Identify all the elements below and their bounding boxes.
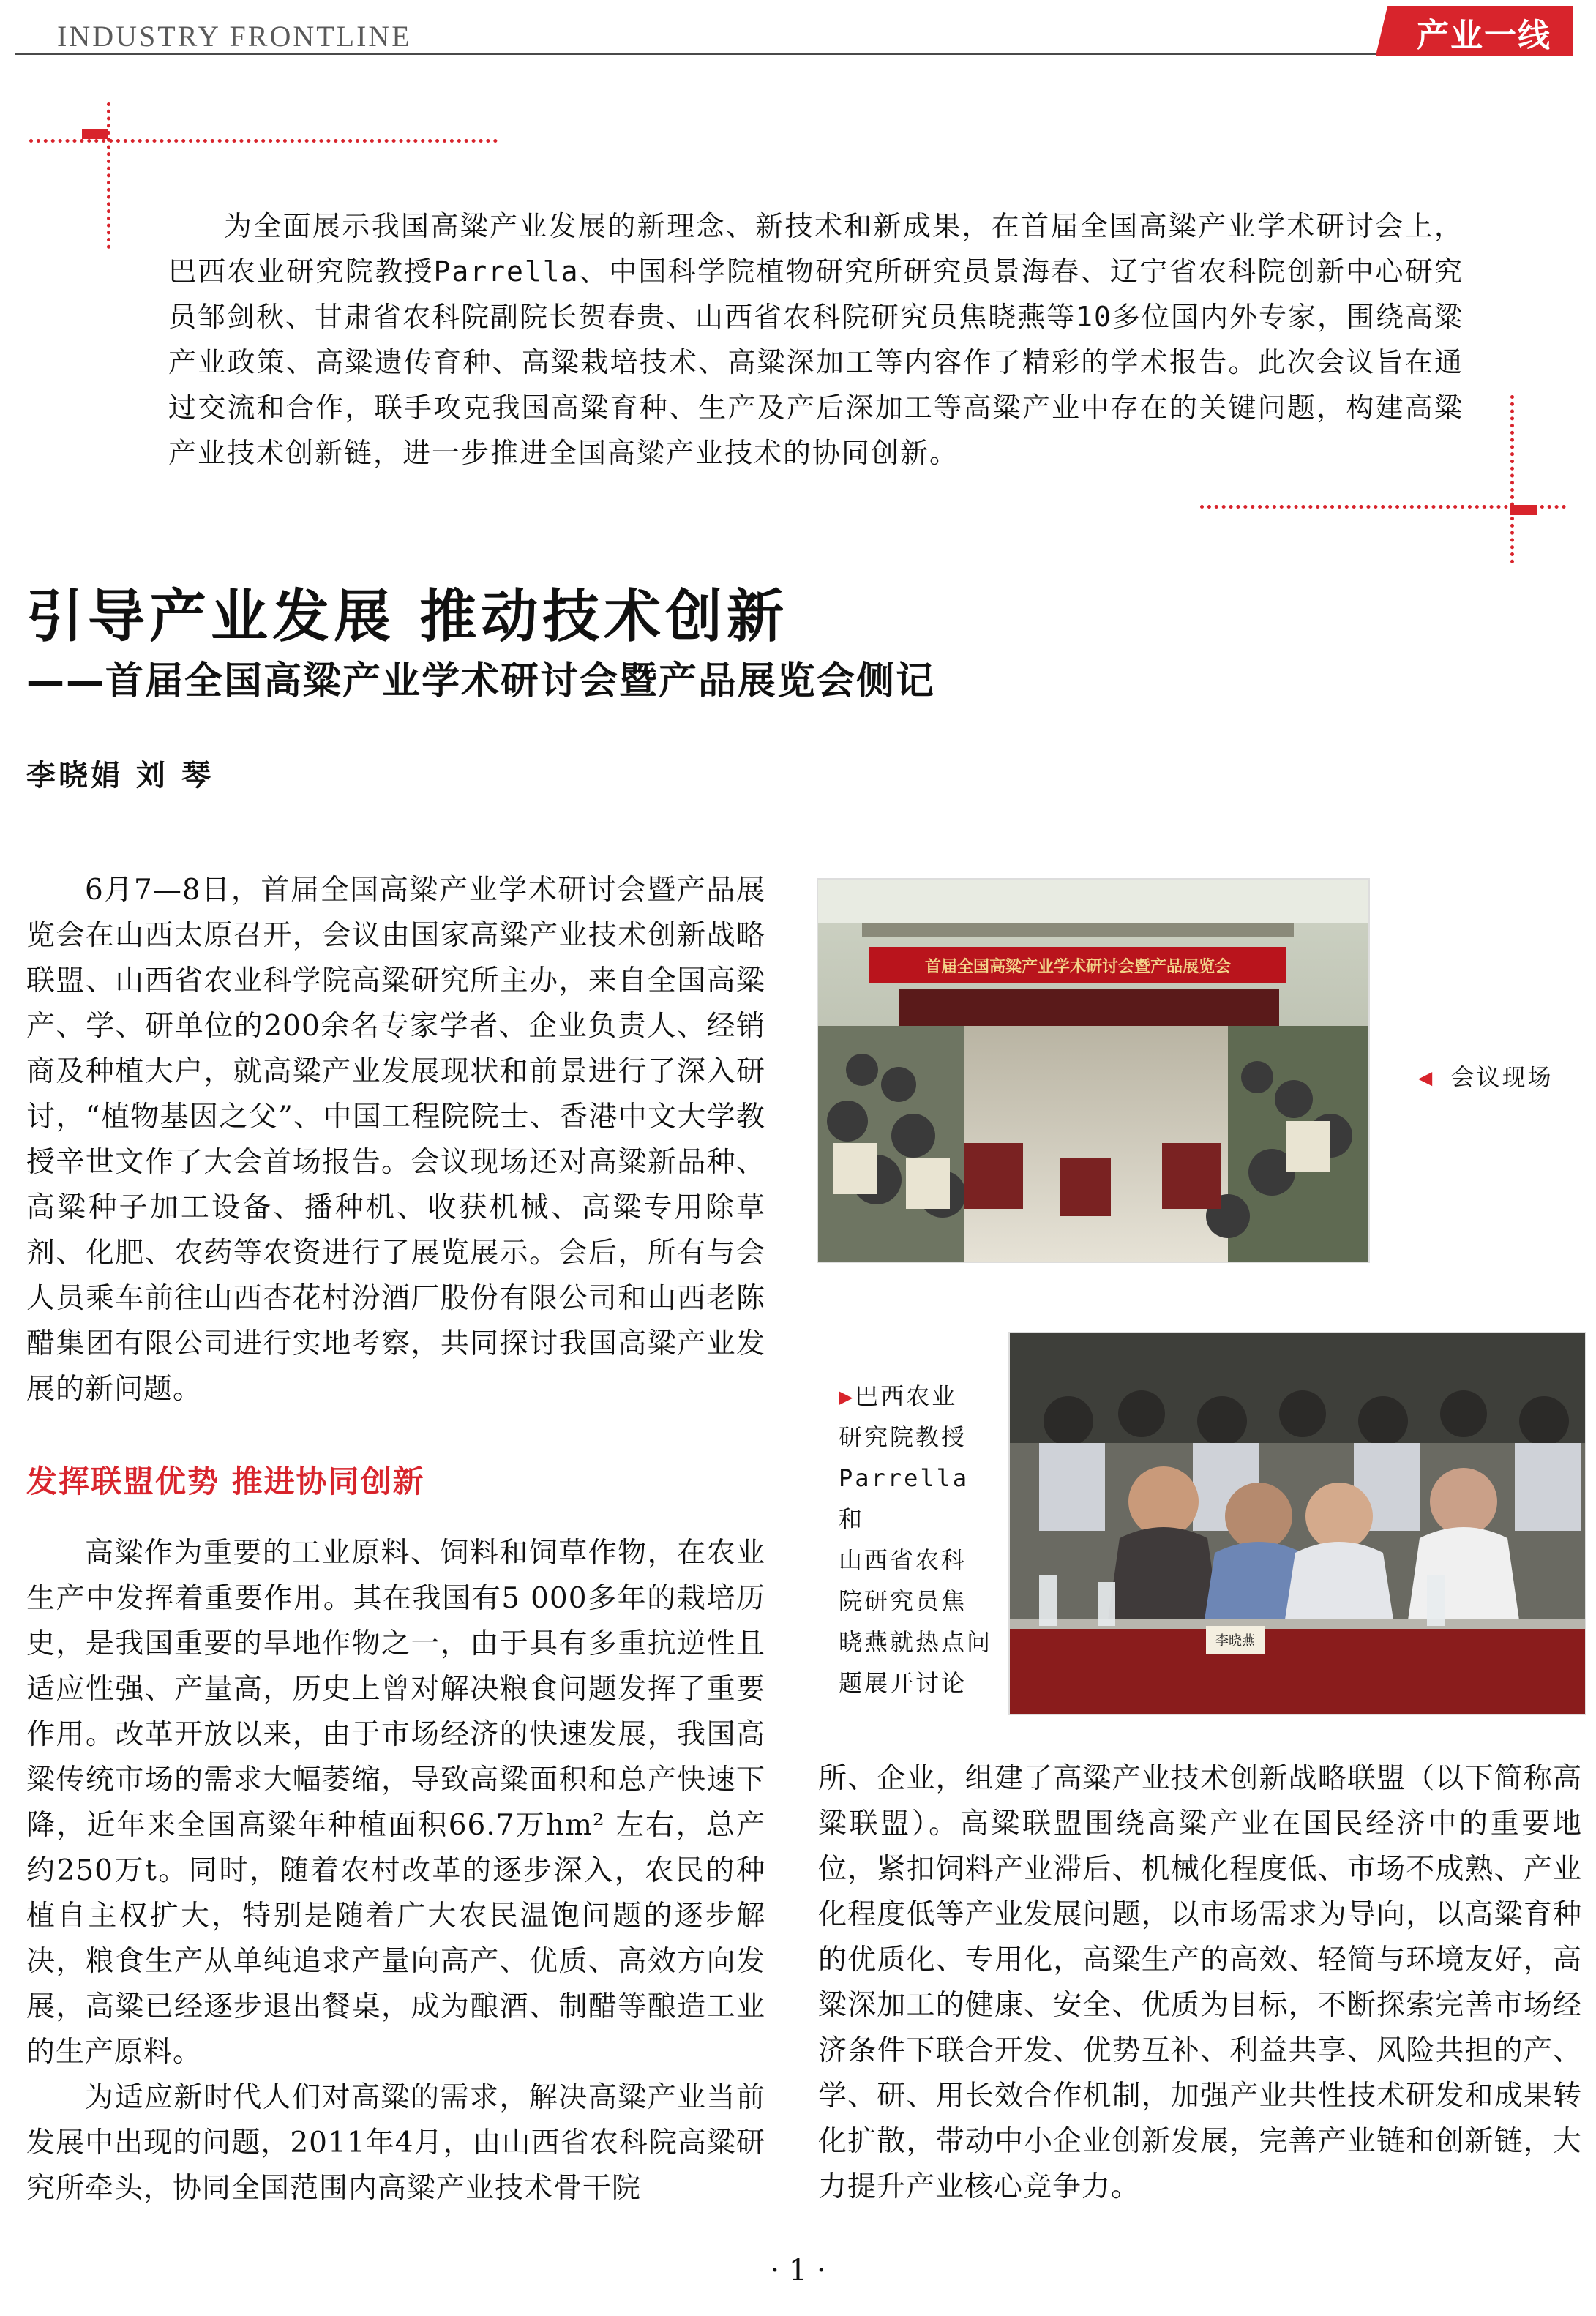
photo2-caption-line-2: 研究院教授 [839,1423,967,1451]
photo2-caption [839,1376,1000,1704]
discussion-image [1010,1333,1585,1714]
running-header-title: INDUSTRY FRONTLINE [57,20,412,53]
body-paragraph-1: 6月7—8日，首届全国高粱产业学术研讨会暨产品展览会在山西太原召开，会议由国家高粱产业技术创新战略联盟、山西省农业科学院高粱研究所主办，来自全国高粱产、学、研单位的200余名专家学者、企业负责人、经销商及种植大户，就高粱产业发展现状和前景进行了深入研讨，“植物基因之父”、中国工程院院士、香港中文大学教授辛世文作了大会首场报告。会议现场还对高粱新品种、高粱种子加工设备、播种机、收获机械、高粱专用除草剂、化肥、农药等农资进行了展览展示。会后，所有与会人员乘车前往山西杏花村汾酒厂股份有限公司和山西老陈醋集团有限公司进行实地考察，共同探讨我国高粱产业发展的新问题。 [26,874,765,1406]
article-title: 引导产业发展 推动技术创新 [26,583,789,650]
photo1-caption [1418,1057,1554,1098]
photo2-caption-line-7: 题展开讨论 [839,1669,967,1697]
photo2-caption-line-6: 晓燕就热点问 [839,1628,993,1656]
article-subtitle: ——首届全国高粱产业学术研讨会暨产品展览会侧记 [26,659,936,703]
section-tab: 产业一线 [1417,17,1551,54]
photo1-caption-text: 会议现场 [1450,1063,1554,1091]
photo2-caption-line-3: Parrella 和 [839,1464,970,1533]
article-authors: 李晓娟 刘 琴 [26,759,214,792]
caption-pointer-right-icon: ▶ [839,1382,855,1410]
intro-abstract: 为全面展示我国高粱产业发展的新理念、新技术和新成果，在首届全国高粱产业学术研讨会上，巴西农业研究院教授Parrella、中国科学院植物研究所研究员景海春、辽宁省农科院创新中心研究员邹剑秋、甘肃省农科院副院长贺春贵、山西省农科院研究员焦晓燕等10多位国内外专家，围绕高粱产业政策、高粱遗传育种、高粱栽培技术、高粱深加工等内容作了精彩的学术报告。此次会议旨在通过交流和合作，联手攻克我国高粱育种、生产及产后深加工等高粱产业中存在的关键问题，构建高粱产业技术创新链，进一步推进全国高粱产业技术的协同创新。 [168,210,1464,469]
decor-red-block-top [82,129,108,139]
caption-pointer-left-icon: ◀ [1418,1063,1435,1091]
decor-red-block-bottom [1510,505,1537,515]
conference-banner-text: 首届全国高粱产业学术研讨会暨产品展览会 [924,958,1232,976]
left-column-top [26,868,765,1412]
body-paragraph-3: 为适应新时代人们对高粱的需求，解决高粱产业当前发展中出现的问题，2011年4月，由山西省农科院高粱研究所牵头，协同全国范围内高粱产业技术骨干院 [26,2081,765,2205]
nameplate-text: 李晓燕 [1215,1633,1255,1649]
photo2-caption-line-5: 院研究员焦 [839,1587,967,1615]
decor-dotted-line-right [1510,395,1514,563]
decor-dotted-line-left [107,102,110,249]
body-paragraph-4: 所、企业，组建了高粱产业技术创新战略联盟（以下简称高粱联盟）。高粱联盟围绕高粱产业在国民经济中的重要地位，紧扣饲料产业滞后、机械化程度低、市场不成熟、产业化程度低等产业发展问题，以市场需求为导向，以高粱育种的优质化、专用化，高粱生产的高效、轻简与环境友好，高粱深加工的健康、安全、优质为目标，不断探索完善市场经济条件下联合开发、优势互补、利益共享、风险共担的产、学、研、用长效合作机制，加强产业共性技术研发和成果转化扩散，带动中小企业创新发展，完善产业链和创新链，大力提升产业核心竞争力。 [818,1762,1582,2203]
photo2-caption-line-1: 巴西农业 [855,1382,958,1410]
photo-discussion [1010,1333,1585,1714]
decor-dotted-line-top [29,139,498,143]
section-heading: 发挥联盟优势 推进协同创新 [26,1464,425,1499]
page-number: · 1 · [770,2254,826,2287]
right-column [818,1756,1582,2210]
header-rule [15,53,1390,55]
photo2-caption-line-4: 山西省农科 [839,1546,967,1574]
conference-hall-image [818,880,1368,1262]
photo-conference-hall [818,880,1368,1262]
left-column-bottom [26,1531,765,2211]
body-paragraph-2: 高粱作为重要的工业原料、饲料和饲草作物，在农业生产中发挥着重要作用。其在我国有5 000多年的栽培历史，是我国重要的旱地作物之一，由于具有多重抗逆性且适应性强、产量高，历史上曾对解决粮食问题发挥了重要作用。改革开放以来，由于市场经济的快速发展，我国高粱传统市场的需求大幅萎缩，导致高粱面积和总产快速下降，近年来全国高粱年种植面积66.7万hm² 左右，总产约250万t。同时，随着农村改革的逐步深入，农民的种植自主权扩大，特别是随着广大农民温饱问题的逐步解决，粮食生产从单纯追求产量向高产、优质、高效方向发展，高粱已经逐步退出餐桌，成为酿酒、制醋等酿造工业的生产原料。 [26,1537,765,2069]
